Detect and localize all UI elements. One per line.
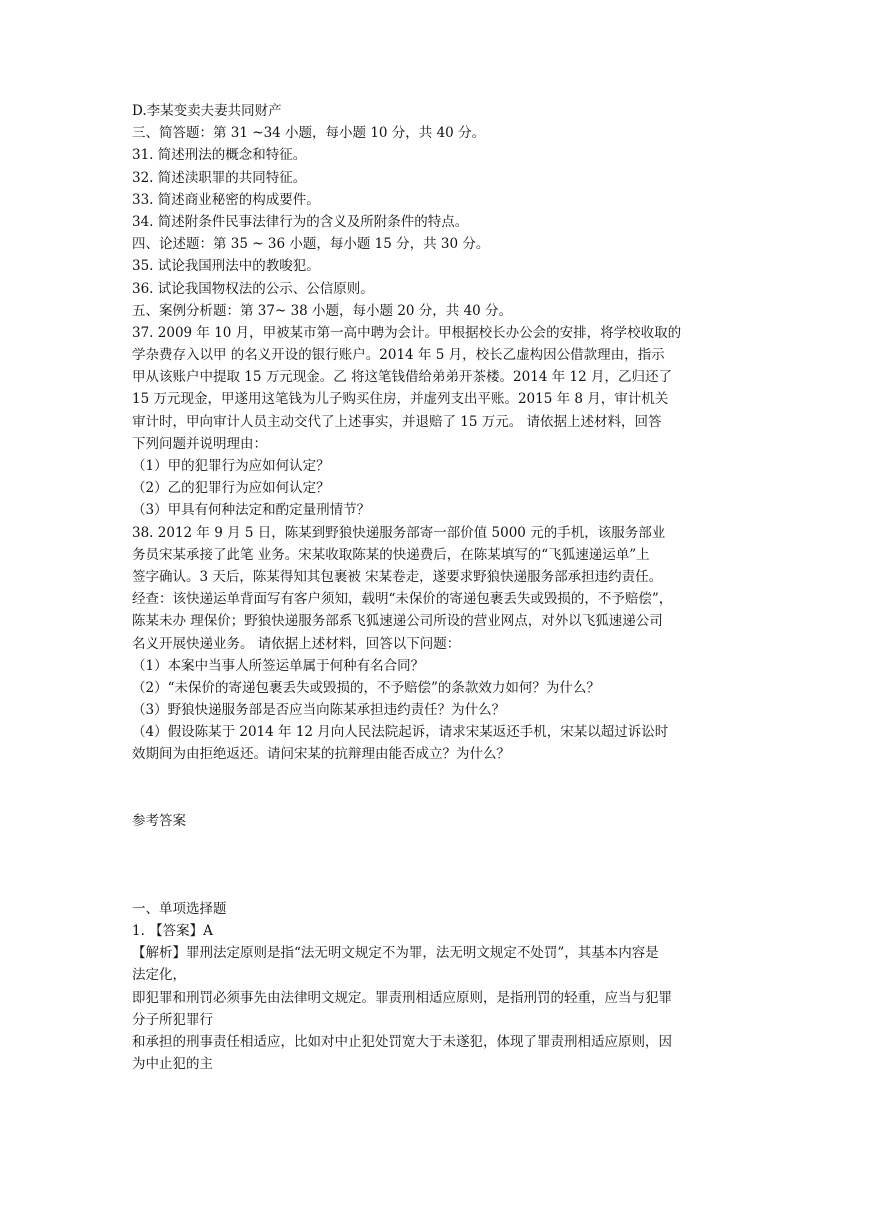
- text-line: 为中止犯的主: [132, 1056, 213, 1073]
- text-line: 甲从该账户中提取 15 万元现金。乙 将这笔钱借给弟弟开茶楼。2014 年 12 月，乙归还了: [132, 369, 672, 386]
- answers-section: [132, 898, 742, 1076]
- text-line: 五、案例分析题：第 37~ 38 小题，每小题 20 分，共 40 分。: [132, 302, 513, 319]
- text-line: 一、单项选择题: [132, 900, 227, 917]
- blank-gap: [132, 766, 742, 810]
- text-line: 38. 2012 年 9 月 5 日，陈某到野狼快递服务部寄一部价值 5000 元的手机，该服务部业: [132, 524, 666, 541]
- text-line: 陈某未办 理保价；野狼快递服务部系飞狐速递公司所设的营业网点，对外以飞狐速递公司: [132, 613, 663, 630]
- questions-section: [132, 100, 742, 766]
- text-line: 15 万元现金，甲遂用这笔钱为儿子购买住房，并虚列支出平账。2015 年 8 月，审计机关: [132, 391, 669, 408]
- text-line: （1）甲的犯罪行为应如何认定？: [132, 458, 330, 474]
- text-line: 经查：该快递运单背面写有客户须知，载明“未保价的寄递包裹丢失或毁损的，不予赔偿”，: [132, 591, 673, 608]
- blank-gap: [132, 832, 742, 898]
- text-line: 四、论述题：第 35 ~ 36 小题，每小题 15 分，共 30 分。: [132, 236, 490, 253]
- text-line: 31. 简述刑法的概念和特征。: [132, 147, 307, 164]
- text-line: 36. 试论我国物权法的公示、公信原则。: [132, 280, 374, 297]
- text-line: 1. 【答案】A: [132, 923, 213, 939]
- text-line: 签字确认。3 天后，陈某得知其包裹被 宋某卷走，遂要求野狼快递服务部承担违约责任。: [132, 568, 663, 585]
- text-line: 【解析】罪刑法定原则是指“法无明文规定不为罪，法无明文规定不处罚”，其基本内容是: [132, 945, 659, 962]
- text-line: 37. 2009 年 10 月，甲被某市第一高中聘为会计。甲根据校长办公会的安排，将学校收取的: [132, 324, 682, 341]
- text-line: 33. 简述商业秘密的构成要件。: [132, 191, 320, 208]
- text-line: 学杂费存入以甲 的名义开设的银行账户。2014 年 5 月，校长乙虚构因公借款理由，指示: [132, 347, 665, 364]
- text-line: 和承担的刑事责任相适应，比如对中止犯处罚宽大于未遂犯，体现了罪责刑相适应原则，因: [132, 1033, 672, 1050]
- text-line: 务员宋某承接了此笔 业务。宋某收取陈某的快递费后，在陈某填写的“飞狐速递运单”上: [132, 546, 650, 563]
- text-line: 效期间为由拒绝返还。请问宋某的抗辩理由能否成立？为什么？: [132, 746, 510, 763]
- text-line: 即犯罪和刑罚必须事先由法律明文规定。罪责刑相适应原则，是指刑罚的轻重，应当与犯罪: [132, 989, 672, 1006]
- text-line: 审计时，甲向审计人员主动交代了上述事实，并退赔了 15 万元。 请依据上述材料，回答: [132, 413, 662, 430]
- text-line: （2）“未保价的寄递包裹丢失或毁损的，不予赔偿”的条款效力如何？为什么？: [132, 679, 600, 696]
- text-line: 35. 试论我国刑法中的教唆犯。: [132, 258, 320, 275]
- text-line: 分子所犯罪行: [132, 1011, 213, 1028]
- document-body: [132, 100, 742, 1075]
- text-line: D.李某变卖夫妻共同财产: [132, 103, 282, 119]
- text-line: 下列问题并说明理由：: [132, 435, 267, 452]
- answer-heading: 参考答案: [132, 812, 186, 829]
- text-line: （2）乙的犯罪行为应如何认定？: [132, 480, 330, 497]
- text-line: 32. 简述渎职罪的共同特征。: [132, 169, 307, 186]
- text-line: （3）甲具有何种法定和酌定量刑情节？: [132, 502, 371, 519]
- text-line: （1）本案中当事人所签运单属于何种有名合同？: [132, 657, 425, 674]
- text-line: （4）假设陈某于 2014 年 12 月向人民法院起诉，请求宋某返还手机，宋某以超过诉讼时: [132, 724, 669, 741]
- text-line: 34. 简述附条件民事法律行为的含义及所附条件的特点。: [132, 213, 469, 230]
- text-line: 法定化，: [132, 967, 186, 984]
- text-line: （3）野狼快递服务部是否应当向陈某承担违约责任？为什么？: [132, 702, 506, 719]
- text-line: 名义开展快递业务。 请依据上述材料，回答以下问题：: [132, 635, 461, 652]
- text-line: 三、简答题：第 31 ~34 小题，每小题 10 分，共 40 分。: [132, 125, 486, 142]
